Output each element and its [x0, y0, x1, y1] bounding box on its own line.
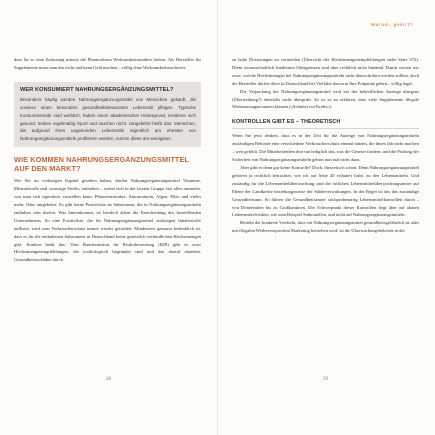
- left-page: [14, 56, 201, 264]
- info-box: [14, 82, 201, 147]
- suspicion-paragraph: Besteht der konkrete Verdacht, dass ein Nahrungsergänzungsmittel gesundheitsgefährlich ist oder mit illegalen Werbeversprechen Marketing betrieben wird, ist die Überwachungsbehörde in der: [232, 220, 419, 234]
- right-intro-paragraph: zu hohe Dosierungen zu vermeiden (Übersicht der Höchstmengenempfehlungen siehe Seite 372). Diese wissenschaftlich fundierten Obergrenzen sind aber rechtlich nicht bindend. Damit wissen wir zwar, welche Höchstmengen bei Nahrungsergänzungsmitteln nicht überschritten werden sollten, doch die Hersteller dürfen diese in Deutschland bei Vielfalte davon in Ihre Präparate geben – völlig legal.: [232, 57, 419, 86]
- sub-heading-rule: [232, 128, 419, 129]
- section-heading: WIE KOMMEN NAHRUNGSERGÄNZUNGSMITTEL AUF DEN MARKT?: [14, 155, 189, 174]
- right-page-number: 29: [323, 377, 328, 382]
- section-paragraph: Wie Sie im vorherigen Kapitel gesehen haben, dürfen Nahrungsergänzungsmittel Vitamine, Mineralstoffe und »sonstige Stoffe« enthalten – wobei sich in der letzten Gruppe fast alles tummeln, was man sich irgendwie vorstellen kann: Pflanzenextrakte, Aminosäuren, Algen, Pilze und vieles mehr. Oder umgekehrt: Es gibt keine Positivliste an Substanzen, die in Nahrungsergänzungsmitteln enthalten sein dürfen. Was hineinkommt, ist letztlich allein die Entscheidung des herstellenden Unternehmens. So eine Positivliste, die für Nahrungsergänzungsmittel zulässigen Inhaltsstoffe auflistet, wird vom Verbraucherschutz immer wieder gefordert. Mindestens genauso bedenklich ist, dass es für die enthaltenen Substanzen in Deutschland keine gesetzlich verbindlichen Höchstmengen gibt. Konkret heißt das: Vom Bundesinstitut für Risikobewertung (BfR) gibt es zwar Höchstmengenempfehlungen, die toxikologisch begründet sind und das darauf abzielen, Gesundheitsschäden durch: [14, 178, 201, 263]
- running-head: Warum, gekirt?: [370, 22, 413, 27]
- authority-paragraph: Wenn Sie jetzt denken, dass es in der Zeit für die Anzeige von Nahrungsergänzungsmitteln zuständigen Behörde eine verschiedene Verbraucherschutz einmal nützen, die ihnen Job nicht machen – weit gefehlt. Die Mitarbeitenden dort tun lediglich das, was die Gesetze fordern, und die Prüfung der Sicherheit von Nahrungsergänzungsmitteln gehört nun mal nicht dazu.: [232, 133, 419, 163]
- sub-heading: KONTROLLEN GIBT ES – THEORETISCH: [232, 119, 341, 126]
- left-page-number: 28: [106, 377, 111, 382]
- info-box-text: Besonders häufig werden Nahrungsergänzungsmittel von Menschen gekauft, die sowieso einen besonders gesundheitsbewussten Lebensstil pflegen. Typische Konsumierende sind weiblich, haben einen akademischen Hintergrund, ernähren sich gesund, treiben regelmäßig Sport und rauchen nicht. Umgekehrt heißt das: Menschen, die aufgrund ihres ungesunden Lebensstils eigentlich am ehesten von Nahrungsergänzungsmitteln profitieren würden, nutzen diese am wenigsten.: [20, 96, 196, 142]
- packaging-paragraph: Die Verpackung der Nahrungsergänzungsmittel wird bei der behördlichen Anzeige übrigens (Übertreibung?) ebenfalls nicht überprüft. So ist es zu erklären, dass viele Supplemente illegale Werbeaussagen nutzen können (»Schnitzt vor Krebs«).: [232, 88, 419, 110]
- control-paragraph: Aber gibt es denn gar keine Kontrolle? Doch, theoretisch schon. Denn Nahrungsergänzungsmittel gehören ja rechtlich betrachtet, wie ich auf Seite 20 erläutert habe, zu den Lebensmitteln. Und zuständig für die Lebensmittelüberwachung sind die örtlichen Lebensmittelüberwachungsämter auf Ebene der Landkreise beziehungsweise der Städteverwaltungen. In der Regel ist das das zuständige Gesundheitsamt. So führen die Gesundheitsämter stichprobenartig Lebensmittelkontrollen durch – von Dönerbuden bis zu Großkantinen. Der Schwerpunkt dieser Kontrollen liegt aber auf akuten Lebensmittelrisiken, wie zum Beispiel Salmonellen, und nicht auf Nahrungsergänzungsmitteln.: [232, 164, 419, 218]
- right-page: [232, 56, 419, 235]
- page-gutter: [217, 0, 218, 435]
- info-box-heading: WER KONSUMIERT NAHRUNGSERGÄNZUNGSMITTEL?: [20, 86, 174, 93]
- left-intro-paragraph: dem für so eine Zulassung müsste die Pharmafirma Wirksamkeitsstudien liefern. Als Hersteller für Supplemente muss man das nicht und kann Geld machen – völlig ohne Wirksamkeitsnachweis.: [14, 57, 201, 70]
